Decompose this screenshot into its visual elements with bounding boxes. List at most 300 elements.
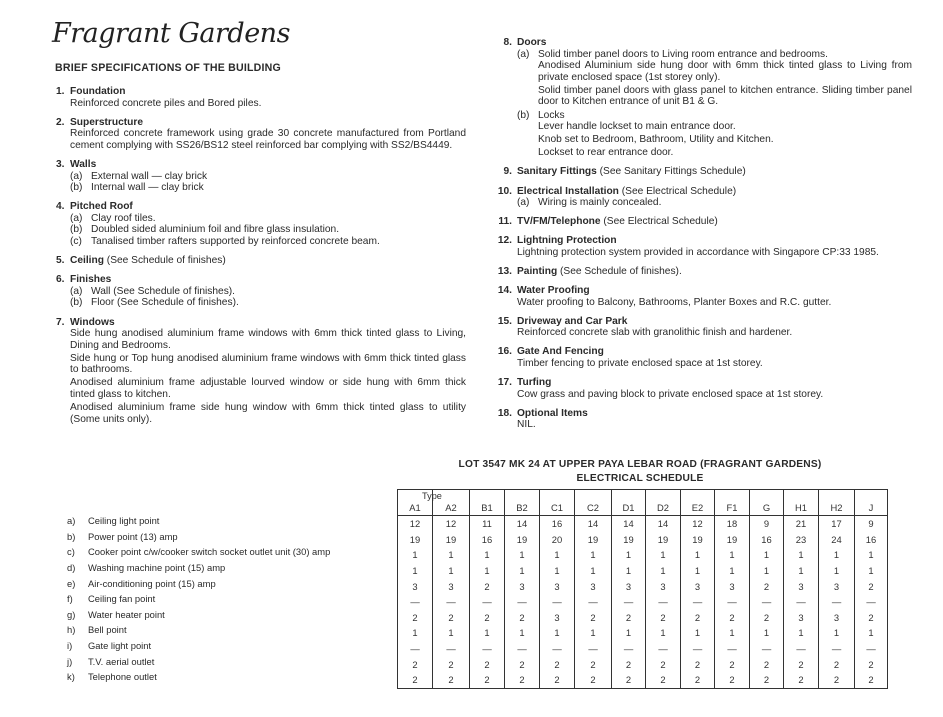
spec-number: 13. — [497, 266, 512, 277]
table-cell: 12 — [433, 516, 470, 532]
column-header-f1: F1 — [715, 490, 750, 516]
table-cell: 2 — [646, 656, 681, 672]
table-cell: 2 — [750, 610, 784, 626]
spec-subitem — [70, 297, 466, 309]
spec-paragraph: Reinforced concrete piles and Bored piles. — [70, 97, 262, 109]
spec-note: (See Sanitary Fittings Schedule) — [596, 166, 746, 178]
table-cell: 1 — [505, 625, 540, 641]
table-cell: — — [575, 594, 612, 610]
table-cell: 1 — [819, 563, 855, 579]
table-cell: 2 — [433, 672, 470, 688]
table-cell: 3 — [505, 578, 540, 594]
subitem-text: External wall — clay brick — [91, 170, 208, 182]
table-cell: 2 — [715, 656, 750, 672]
spec-number: 14. — [497, 285, 512, 297]
spec-paragraph: NIL. — [517, 419, 536, 431]
table-cell: 3 — [784, 610, 819, 626]
subitem-text: Doubled sided aluminium foil and fibre glass insulation. — [91, 224, 340, 236]
column-header-j: J — [855, 490, 888, 516]
table-cell: 2 — [784, 672, 819, 688]
item-label: Cooker point c/w/cooker switch socket outlet unit (30) amp — [88, 546, 331, 558]
spec-note: (See Electrical Schedule) — [600, 216, 718, 228]
table-cell: 2 — [540, 672, 575, 688]
item-key: h) — [67, 624, 76, 636]
spec-section — [492, 216, 912, 228]
column-header-e2: E2 — [681, 490, 715, 516]
spec-paragraph: Side hung anodised aluminium frame windows with 6mm thick tinted glass to Living, Dining and Bedrooms. — [70, 328, 466, 351]
spec-title-wrap — [517, 346, 604, 358]
table-cell: 1 — [715, 625, 750, 641]
table-cell: 2 — [855, 610, 888, 626]
spec-section-title — [492, 216, 912, 228]
spec-number: 1. — [56, 86, 65, 97]
table-cell: — — [646, 594, 681, 610]
spec-section — [56, 117, 466, 152]
item-label: T.V. aerial outlet — [88, 655, 155, 667]
spec-body — [492, 49, 912, 159]
schedule-item — [67, 669, 330, 685]
spec-number: 3. — [56, 158, 65, 170]
spec-paragraph: Water proofing to Balcony, Bathrooms, Planter Boxes and R.C. gutter. — [517, 296, 832, 308]
table-cell: — — [540, 641, 575, 657]
table-cell: 1 — [681, 563, 715, 579]
item-label: Air-conditioning point (15) amp — [88, 577, 216, 589]
schedule-item — [67, 591, 330, 607]
table-cell: 2 — [715, 610, 750, 626]
table-row — [398, 656, 888, 672]
table-cell: 3 — [612, 578, 646, 594]
subitem-text: Wiring is mainly concealed. — [538, 197, 662, 209]
spec-section — [492, 186, 912, 209]
spec-body — [492, 197, 912, 209]
spec-title-wrap — [517, 235, 617, 247]
spec-section-title — [492, 266, 912, 278]
table-cell: 1 — [540, 547, 575, 563]
table-cell: 1 — [505, 547, 540, 563]
spec-section — [492, 166, 912, 178]
spec-body — [56, 328, 466, 425]
item-key: j) — [67, 655, 73, 667]
table-cell: 3 — [575, 578, 612, 594]
specs-right-column — [492, 37, 912, 439]
table-cell: — — [715, 594, 750, 610]
table-cell: 2 — [505, 610, 540, 626]
table-cell: — — [819, 641, 855, 657]
spec-subitem — [70, 182, 466, 194]
table-cell: 19 — [681, 532, 715, 548]
item-key: b) — [67, 530, 76, 542]
column-header-d2: D2 — [646, 490, 681, 516]
spec-number: 7. — [56, 316, 65, 328]
table-cell: 2 — [855, 578, 888, 594]
table-cell: 2 — [646, 610, 681, 626]
spec-section-title — [492, 346, 912, 358]
column-header-b1: B1 — [470, 490, 505, 516]
table-cell: 14 — [575, 516, 612, 532]
schedule-subtitle: ELECTRICAL SCHEDULE — [576, 473, 704, 484]
subitem-label: (a) — [70, 212, 83, 224]
spec-section — [56, 159, 466, 194]
table-cell: 12 — [681, 516, 715, 532]
subitem-label: (b) — [70, 297, 83, 309]
table-cell: 14 — [505, 516, 540, 532]
table-cell: 2 — [575, 672, 612, 688]
spec-title: Foundation — [70, 86, 126, 97]
table-cell: 2 — [750, 578, 784, 594]
subitem-label: (a) — [70, 170, 83, 182]
table-cell: 23 — [784, 532, 819, 548]
table-cell: 2 — [750, 672, 784, 688]
subitem-paragraph: Solid timber panel doors with glass panel to kitchen entrance. Sliding timber panel door to Kitchen entrance of unit B1 & G. — [538, 84, 912, 108]
table-cell: 1 — [784, 547, 819, 563]
table-cell: 11 — [470, 516, 505, 532]
table-cell: 1 — [681, 625, 715, 641]
spec-body — [56, 286, 466, 309]
specs-left-column — [56, 86, 466, 433]
spec-section-title — [492, 377, 912, 389]
table-cell: 2 — [470, 578, 505, 594]
table-cell: 21 — [784, 516, 819, 532]
table-cell: 1 — [646, 625, 681, 641]
table-cell: 2 — [681, 610, 715, 626]
table-cell: 1 — [750, 547, 784, 563]
spec-title-wrap — [70, 317, 115, 329]
item-key: f) — [67, 593, 73, 605]
table-cell: 18 — [715, 516, 750, 532]
spec-section — [492, 316, 912, 339]
spec-title: Lightning Protection — [517, 235, 617, 247]
schedule-item — [67, 607, 330, 623]
table-row — [398, 547, 888, 563]
spec-title-wrap — [517, 408, 588, 420]
schedule-item — [67, 513, 330, 529]
spec-title: Walls — [70, 158, 97, 170]
table-cell: 2 — [398, 656, 433, 672]
spec-title: Superstructure — [70, 116, 144, 128]
item-label: Ceiling fan point — [88, 593, 156, 605]
table-cell: 3 — [398, 578, 433, 594]
spec-section — [492, 235, 912, 258]
subitem-label: (a) — [517, 197, 530, 209]
spec-body — [492, 419, 912, 431]
table-cell: 2 — [505, 672, 540, 688]
spec-title: Turfing — [517, 377, 552, 389]
table-cell: 2 — [715, 672, 750, 688]
subitem-label: (c) — [70, 236, 82, 248]
spec-section — [56, 86, 466, 109]
item-key: k) — [67, 671, 75, 683]
subitem-text: Wall (See Schedule of finishes). — [91, 285, 236, 297]
spec-subitem — [70, 236, 466, 248]
table-row — [398, 594, 888, 610]
table-cell: 3 — [681, 578, 715, 594]
spec-section — [492, 408, 912, 431]
table-row — [398, 578, 888, 594]
spec-title-wrap — [517, 216, 718, 228]
table-cell: — — [505, 641, 540, 657]
spec-body — [492, 327, 912, 339]
table-cell: 1 — [715, 563, 750, 579]
table-cell: 1 — [470, 625, 505, 641]
table-cell: 2 — [750, 656, 784, 672]
column-header-g: G — [750, 490, 784, 516]
table-cell: 1 — [612, 625, 646, 641]
table-cell: 9 — [855, 516, 888, 532]
item-label: Washing machine point (15) amp — [88, 562, 226, 574]
spec-note: (See Schedule of finishes). — [557, 266, 682, 277]
spec-title: Electrical Installation — [517, 185, 619, 197]
table-row — [398, 516, 888, 532]
table-cell: 1 — [398, 563, 433, 579]
spec-section-title — [56, 317, 466, 329]
spec-title: Driveway and Car Park — [517, 315, 628, 327]
table-cell: — — [784, 641, 819, 657]
table-cell: 1 — [470, 563, 505, 579]
table-cell: 1 — [855, 563, 888, 579]
item-label: Telephone outlet — [88, 671, 157, 683]
spec-title: Pitched Roof — [70, 201, 133, 213]
spec-body — [492, 389, 912, 401]
subitem-label: (b) — [70, 182, 83, 194]
subitem-paragraph: Knob set to Bedroom, Bathroom, Utility and Kitchen. — [538, 134, 774, 146]
spec-title-wrap — [70, 201, 133, 213]
table-cell: 3 — [784, 578, 819, 594]
subitem-label: (a) — [70, 285, 83, 297]
table-cell: 2 — [681, 672, 715, 688]
table-cell: 2 — [398, 610, 433, 626]
spec-body — [56, 128, 466, 151]
schedule-title: LOT 3547 MK 24 AT UPPER PAYA LEBAR ROAD (FRAGRANT GARDENS) — [458, 459, 822, 470]
spec-body — [56, 98, 466, 110]
spec-title: Finishes — [70, 274, 112, 286]
table-cell: — — [855, 594, 888, 610]
table-cell: — — [433, 594, 470, 610]
table-cell: 1 — [433, 625, 470, 641]
spec-subitem — [70, 286, 466, 298]
table-cell: 3 — [540, 610, 575, 626]
table-cell: 16 — [470, 532, 505, 548]
spec-paragraph: Reinforced concrete framework using grade 30 concrete manufactured from Portland cement complying with SS26/BS12 steel reinforced bar complying with SS2/BS4449. — [70, 128, 466, 151]
subitem-text: Tanalised timber rafters supported by reinforced concrete beam. — [91, 236, 380, 248]
table-cell: 1 — [612, 563, 646, 579]
table-cell: 14 — [612, 516, 646, 532]
table-cell: 1 — [575, 625, 612, 641]
table-cell: — — [470, 594, 505, 610]
spec-title-wrap — [517, 166, 746, 178]
spec-number: 16. — [497, 346, 512, 358]
column-header-a2: A2 — [433, 490, 470, 516]
item-label: Bell point — [88, 624, 127, 636]
spec-title: Sanitary Fittings — [517, 166, 597, 178]
item-label: Gate light point — [88, 640, 152, 652]
schedule-item-labels — [67, 513, 330, 685]
table-cell: 1 — [784, 563, 819, 579]
table-cell: 2 — [612, 610, 646, 626]
spec-title-wrap — [517, 316, 627, 328]
spec-paragraph: Reinforced concrete slab with granolithic finish and hardener. — [517, 327, 793, 339]
table-cell: 2 — [681, 656, 715, 672]
subitem-text: Locks — [538, 109, 565, 121]
schedule-item — [67, 653, 330, 669]
spec-title: Windows — [70, 316, 115, 328]
item-key: d) — [67, 562, 76, 574]
table-row — [398, 532, 888, 548]
table-cell: 1 — [398, 625, 433, 641]
table-cell: 1 — [646, 547, 681, 563]
spec-section-title — [492, 186, 912, 198]
table-cell: 16 — [540, 516, 575, 532]
spec-section-title — [492, 285, 912, 297]
subitem-label: (b) — [517, 109, 530, 121]
spec-section-title — [56, 201, 466, 213]
spec-section — [492, 285, 912, 308]
subitem-text: Internal wall — clay brick — [91, 182, 204, 194]
spec-paragraph: Cow grass and paving block to private enclosed space at 1st storey. — [517, 388, 824, 400]
electrical-schedule-table — [397, 489, 888, 689]
table-row — [398, 563, 888, 579]
table-cell: 1 — [540, 563, 575, 579]
item-label: Water heater point — [88, 608, 165, 620]
schedule-item — [67, 544, 330, 560]
spec-title-wrap — [517, 285, 590, 297]
spec-number: 2. — [56, 116, 65, 128]
table-cell: 2 — [784, 656, 819, 672]
item-key: c) — [67, 546, 75, 558]
spec-paragraph: Lightning protection system provided in accordance with Singapore CP:33 1985. — [517, 246, 879, 258]
spec-title: Optional Items — [517, 407, 588, 419]
table-cell: 2 — [819, 656, 855, 672]
table-cell: 1 — [433, 563, 470, 579]
spec-section-title — [56, 117, 466, 129]
table-cell: 14 — [646, 516, 681, 532]
item-key: a) — [67, 515, 76, 527]
table-row — [398, 625, 888, 641]
table-cell: 19 — [433, 532, 470, 548]
spec-title: Painting — [517, 266, 558, 277]
table-row — [398, 641, 888, 657]
table-cell: — — [612, 641, 646, 657]
schedule-item — [67, 560, 330, 576]
spec-paragraph: Anodised aluminium frame adjustable lourved window or side hung with 6mm thick tinted glass to kitchen. — [70, 377, 466, 401]
item-key: g) — [67, 608, 76, 620]
spec-body — [492, 247, 912, 259]
table-cell: 2 — [819, 672, 855, 688]
spec-title-wrap — [517, 186, 736, 198]
table-cell: 3 — [819, 578, 855, 594]
table-cell: 1 — [540, 625, 575, 641]
table-cell: — — [398, 641, 433, 657]
table-cell: 1 — [784, 625, 819, 641]
spec-number: 12. — [497, 235, 512, 247]
table-cell: — — [433, 641, 470, 657]
spec-subitem — [70, 171, 466, 183]
table-cell: 20 — [540, 532, 575, 548]
spec-title: Ceiling — [70, 255, 104, 267]
spec-section — [492, 377, 912, 400]
table-cell: 2 — [855, 672, 888, 688]
spec-body — [56, 213, 466, 248]
subitem-text: Clay roof tiles. — [91, 212, 156, 224]
spec-number: 18. — [497, 407, 512, 419]
table-cell: 3 — [433, 578, 470, 594]
spec-number: 5. — [56, 255, 65, 267]
subitem-text: Solid timber panel doors to Living room entrance and bedrooms. — [538, 48, 828, 60]
table-cell: 2 — [470, 610, 505, 626]
item-key: i) — [67, 640, 73, 652]
table-cell: — — [855, 641, 888, 657]
spec-title-wrap — [70, 255, 226, 267]
table-cell: — — [784, 594, 819, 610]
table-cell: 24 — [819, 532, 855, 548]
spec-subitem — [70, 224, 466, 236]
spec-section-title — [56, 274, 466, 286]
table-cell: — — [715, 641, 750, 657]
column-header-b2: B2 — [505, 490, 540, 516]
table-cell: 19 — [612, 532, 646, 548]
table-cell: — — [646, 641, 681, 657]
spec-section — [56, 274, 466, 309]
spec-section-title — [492, 166, 912, 178]
spec-paragraph: Anodised aluminium frame side hung window with 6mm thick tinted glass to utility (Some units only). — [70, 402, 466, 425]
table-cell: 1 — [505, 563, 540, 579]
table-cell: — — [505, 594, 540, 610]
subitem-paragraph: Anodised Aluminium side hung door with 6mm thick tinted glass to Living from private enclosed space (1st storey only). — [538, 60, 912, 83]
spec-section-title — [492, 235, 912, 247]
subitem-paragraph: Lever handle lockset to main entrance door. — [538, 121, 736, 133]
table-cell: 2 — [505, 656, 540, 672]
spec-number: 9. — [503, 166, 512, 178]
table-cell: 3 — [715, 578, 750, 594]
table-cell: 2 — [470, 656, 505, 672]
spec-number: 11. — [498, 216, 512, 228]
table-cell: 19 — [646, 532, 681, 548]
spec-section — [56, 317, 466, 426]
spec-number: 6. — [56, 274, 65, 286]
table-cell: 2 — [612, 656, 646, 672]
table-cell: 2 — [855, 656, 888, 672]
table-cell: 1 — [855, 547, 888, 563]
table-cell: 16 — [855, 532, 888, 548]
spec-body — [56, 171, 466, 194]
spec-note: (See Schedule of finishes) — [103, 255, 226, 267]
table-cell: 1 — [750, 563, 784, 579]
column-header-d1: D1 — [612, 490, 646, 516]
spec-title-wrap — [517, 37, 546, 49]
spec-section-title — [56, 255, 466, 267]
table-cell: 2 — [575, 610, 612, 626]
table-row — [398, 610, 888, 626]
subitem-text: Floor (See Schedule of finishes). — [91, 297, 239, 309]
spec-section — [56, 255, 466, 267]
spec-paragraph: Side hung or Top hung anodised aluminium frame windows with 6mm thick tinted glass to bathrooms. — [70, 352, 466, 376]
spec-body — [492, 358, 912, 370]
spec-section — [492, 266, 912, 278]
spec-title-wrap — [517, 266, 682, 278]
table-cell: 2 — [646, 672, 681, 688]
spec-section — [56, 201, 466, 247]
table-cell: 1 — [575, 547, 612, 563]
spec-subitem — [517, 110, 912, 122]
table-cell: 19 — [505, 532, 540, 548]
spec-title: Doors — [517, 37, 547, 48]
spec-section-title — [492, 316, 912, 328]
spec-subitem — [517, 49, 912, 61]
table-cell: 3 — [819, 610, 855, 626]
table-cell: 19 — [715, 532, 750, 548]
table-cell: 1 — [750, 625, 784, 641]
table-cell: 16 — [750, 532, 784, 548]
table-cell: 3 — [646, 578, 681, 594]
